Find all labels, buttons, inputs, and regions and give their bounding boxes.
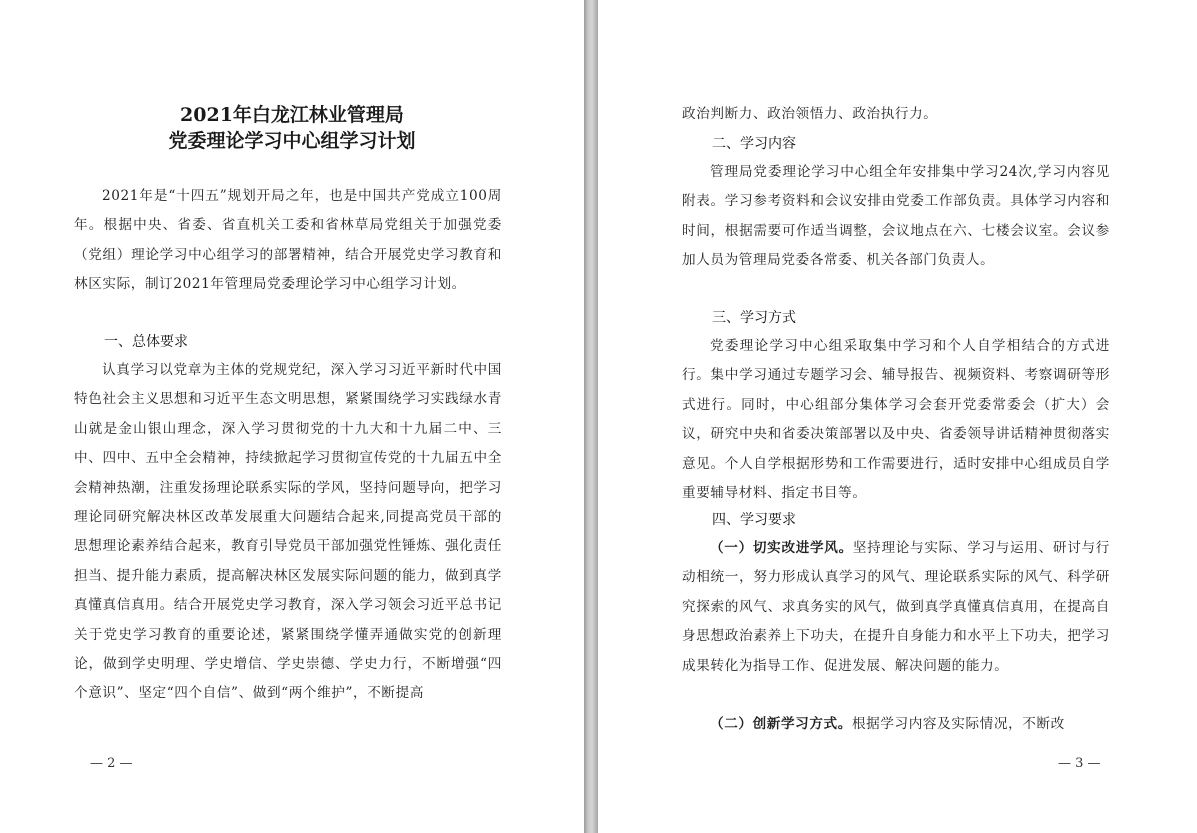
- section-heading-study-requirements: 四、学习要求: [712, 512, 796, 528]
- study-method-paragraph: 党委理论学习中心组采取集中学习和个人自学相结合的方式进行。集中学习通过专题学习会、辅导报告、视频资料、考察调研等形式进行。同时，中心组部分集体学习会套开党委常委会（扩大）会议，研究中央和省委决策部署以及中央、省委领导讲话精神贯彻落实意见。个人自学根据形势和工作需要进行，适时安排中心组成员自学重要辅导材料、指定书目等。: [682, 338, 1110, 502]
- requirement-item-1-lead: （一）切实改进学风。: [710, 540, 853, 556]
- page-gutter: [584, 0, 598, 833]
- intro-paragraph: 2021年是“十四五”规划开局之年，也是中国共产党成立100周年。根据中央、省委、省直机关工委和省林草局党组关于加强党委（党组）理论学习中心组学习的部署精神，结合开展党史学习教育和林区实际，制订2021年管理局党委理论学习中心组学习计划。: [74, 188, 502, 293]
- requirement-item-2-lead: （二）创新学习方式。: [710, 716, 852, 732]
- requirement-item-2: [682, 710, 1110, 739]
- requirement-item-1: [682, 534, 1110, 681]
- page-number-left: — 2 —: [90, 756, 133, 771]
- section-heading-study-content: 二、学习内容: [712, 136, 796, 152]
- page-number-right: — 3 —: [1058, 756, 1101, 771]
- document-title-line2: 党委理论学习中心组学习计划: [168, 130, 416, 152]
- document-title-line1: 2021年白龙江林业管理局: [180, 104, 404, 126]
- overall-requirements-paragraph: 认真学习以党章为主体的党规党纪，深入学习习近平新时代中国特色社会主义思想和习近平生态文明思想，紧紧围绕学习实践绿水青山就是金山银山理念，深入学习贯彻党的十九大和十九届二中、三中、四中、五中全会精神，持续掀起学习贯彻宣传党的十九届五中全会精神热潮，注重发扬理论联系实际的学风，坚持问题导向，把学习理论同研究解决林区改革发展重大问题结合起来,同提高党员干部的思想理论素养结合起来，教育引导党员干部加强党性锤炼、强化责任担当、提升能力素质，提高解决林区发展实际问题的能力，做到真学真懂真信真用。结合开展党史学习教育，深入学习领会习近平总书记关于党史学习教育的重要论述，紧紧围绕学懂弄通做实党的创新理论，做到学史明理、学史增信、学史崇德、学史力行，不断增强“四个意识”、坚定“四个自信”、做到“两个维护”，不断提高: [74, 362, 502, 702]
- continuation-text: 政治判断力、政治领悟力、政治执行力。: [682, 106, 938, 122]
- document-page-right: [598, 0, 1197, 833]
- section-heading-overall-requirements: 一、总体要求: [104, 334, 188, 350]
- requirement-item-1-body: 坚持理论与实际、学习与运用、研讨与行动相统一，努力形成认真学习的风气、理论联系实际的风气、科学研究探索的风气、求真务实的风气，做到真学真懂真信真用，在提高自身思想政治素养上下功夫，在提升自身能力和水平上下功夫，把学习成果转化为指导工作、促进发展、解决问题的能力。: [682, 540, 1110, 674]
- document-page-left: [0, 0, 584, 833]
- requirement-item-2-body: 根据学习内容及实际情况，不断改: [851, 716, 1065, 732]
- section-heading-study-method: 三、学习方式: [712, 310, 796, 326]
- study-content-paragraph: 管理局党委理论学习中心组全年安排集中学习24次,学习内容见附表。学习参考资料和会议安排由党委工作部负责。具体学习内容和时间，根据需要可作适当调整，会议地点在六、七楼会议室。会议参加人员为管理局党委各常委、机关各部门负责人。: [682, 164, 1110, 269]
